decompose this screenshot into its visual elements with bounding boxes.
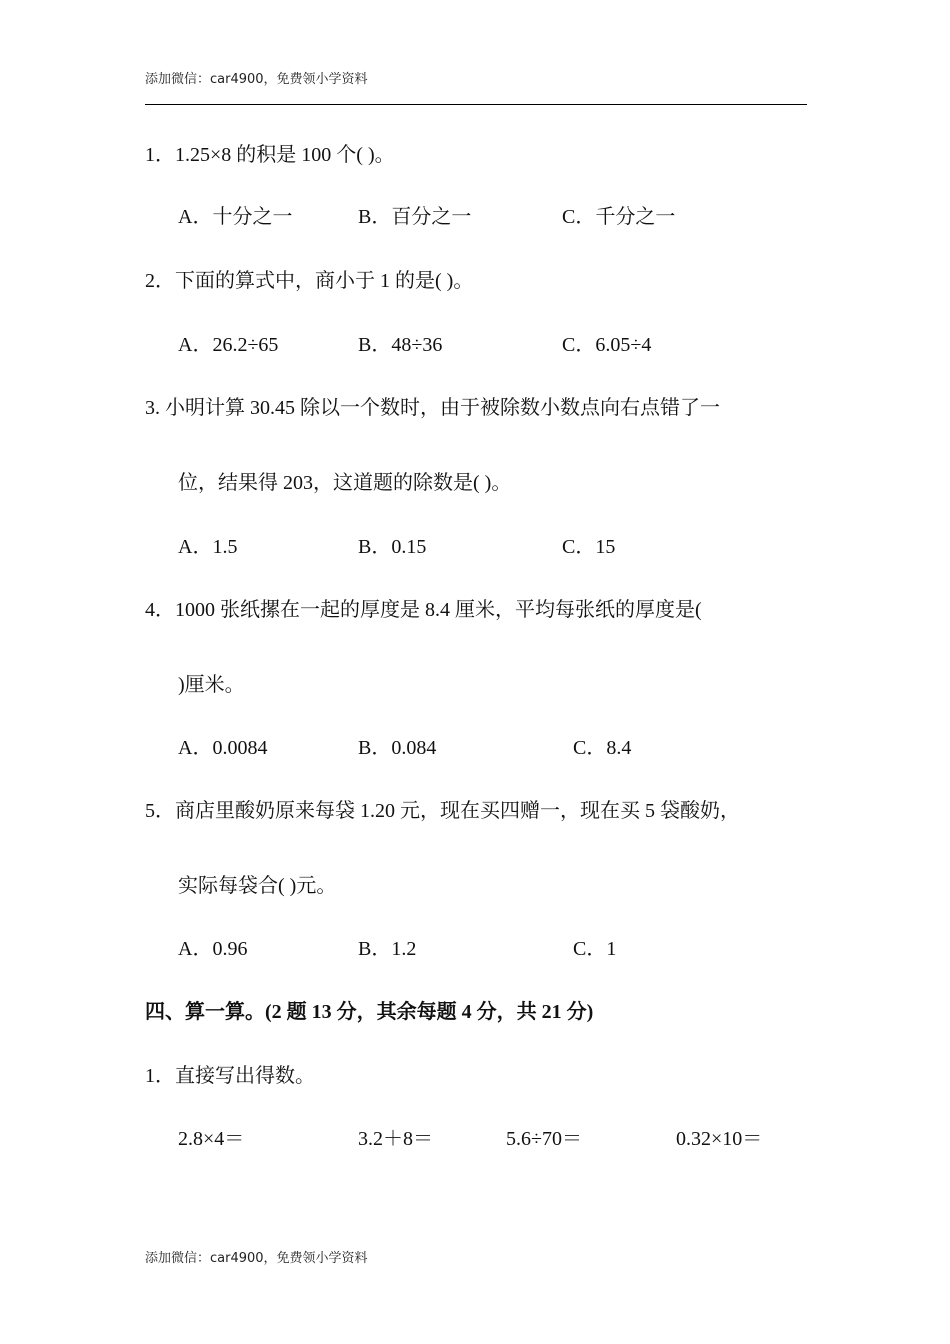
- question-5-text-line1: 5．商店里酸奶原来每袋 1.20 元，现在买四赠一，现在买 5 袋酸奶，: [145, 800, 740, 822]
- question-5-text-line2: 实际每袋合( )元。: [178, 875, 337, 897]
- calc-item-3: 5.6÷70＝: [506, 1128, 582, 1150]
- question-5-option-a: A．0.96: [178, 938, 248, 960]
- question-1-option-b: B．百分之一: [358, 206, 472, 228]
- question-2-option-a: A．26.2÷65: [178, 334, 279, 356]
- question-4-option-c: C．8.4: [573, 737, 632, 759]
- question-3-text-line1: 3. 小明计算 30.45 除以一个数时，由于被除数小数点向右点错了一: [145, 397, 720, 419]
- question-5-option-c: C．1: [573, 938, 617, 960]
- question-3-option-a: A．1.5: [178, 536, 238, 558]
- calc-item-1: 2.8×4＝: [178, 1128, 245, 1150]
- question-5-option-b: B．1.2: [358, 938, 417, 960]
- question-3-option-b: B．0.15: [358, 536, 427, 558]
- question-4-option-a: A．0.0084: [178, 737, 268, 759]
- question-2-text: 2．下面的算式中，商小于 1 的是( )。: [145, 270, 474, 292]
- calc-item-2: 3.2＋8＝: [358, 1128, 433, 1150]
- question-4-text-line2: )厘米。: [178, 674, 245, 696]
- calc-item-4: 0.32×10＝: [676, 1128, 763, 1150]
- question-3-text-line2: 位，结果得 203，这道题的除数是( )。: [178, 472, 512, 494]
- question-4-option-b: B．0.084: [358, 737, 437, 759]
- page-header-note: 添加微信：car4900，免费领小学资料: [145, 72, 368, 87]
- page-footer-note: 添加微信：car4900，免费领小学资料: [145, 1251, 368, 1266]
- question-1-option-a: A．十分之一: [178, 206, 293, 228]
- header-divider: [145, 104, 807, 105]
- question-2-option-c: C．6.05÷4: [562, 334, 652, 356]
- question-2-option-b: B．48÷36: [358, 334, 443, 356]
- question-1-option-c: C．千分之一: [562, 206, 676, 228]
- question-3-option-c: C．15: [562, 536, 616, 558]
- question-1-text: 1．1.25×8 的积是 100 个( )。: [145, 144, 395, 166]
- section-4-heading: 四、算一算。(2 题 13 分，其余每题 4 分，共 21 分): [145, 1001, 594, 1023]
- question-4-text-line1: 4．1000 张纸摞在一起的厚度是 8.4 厘米，平均每张纸的厚度是(: [145, 599, 702, 621]
- section-4-question-1: 1．直接写出得数。: [145, 1065, 315, 1087]
